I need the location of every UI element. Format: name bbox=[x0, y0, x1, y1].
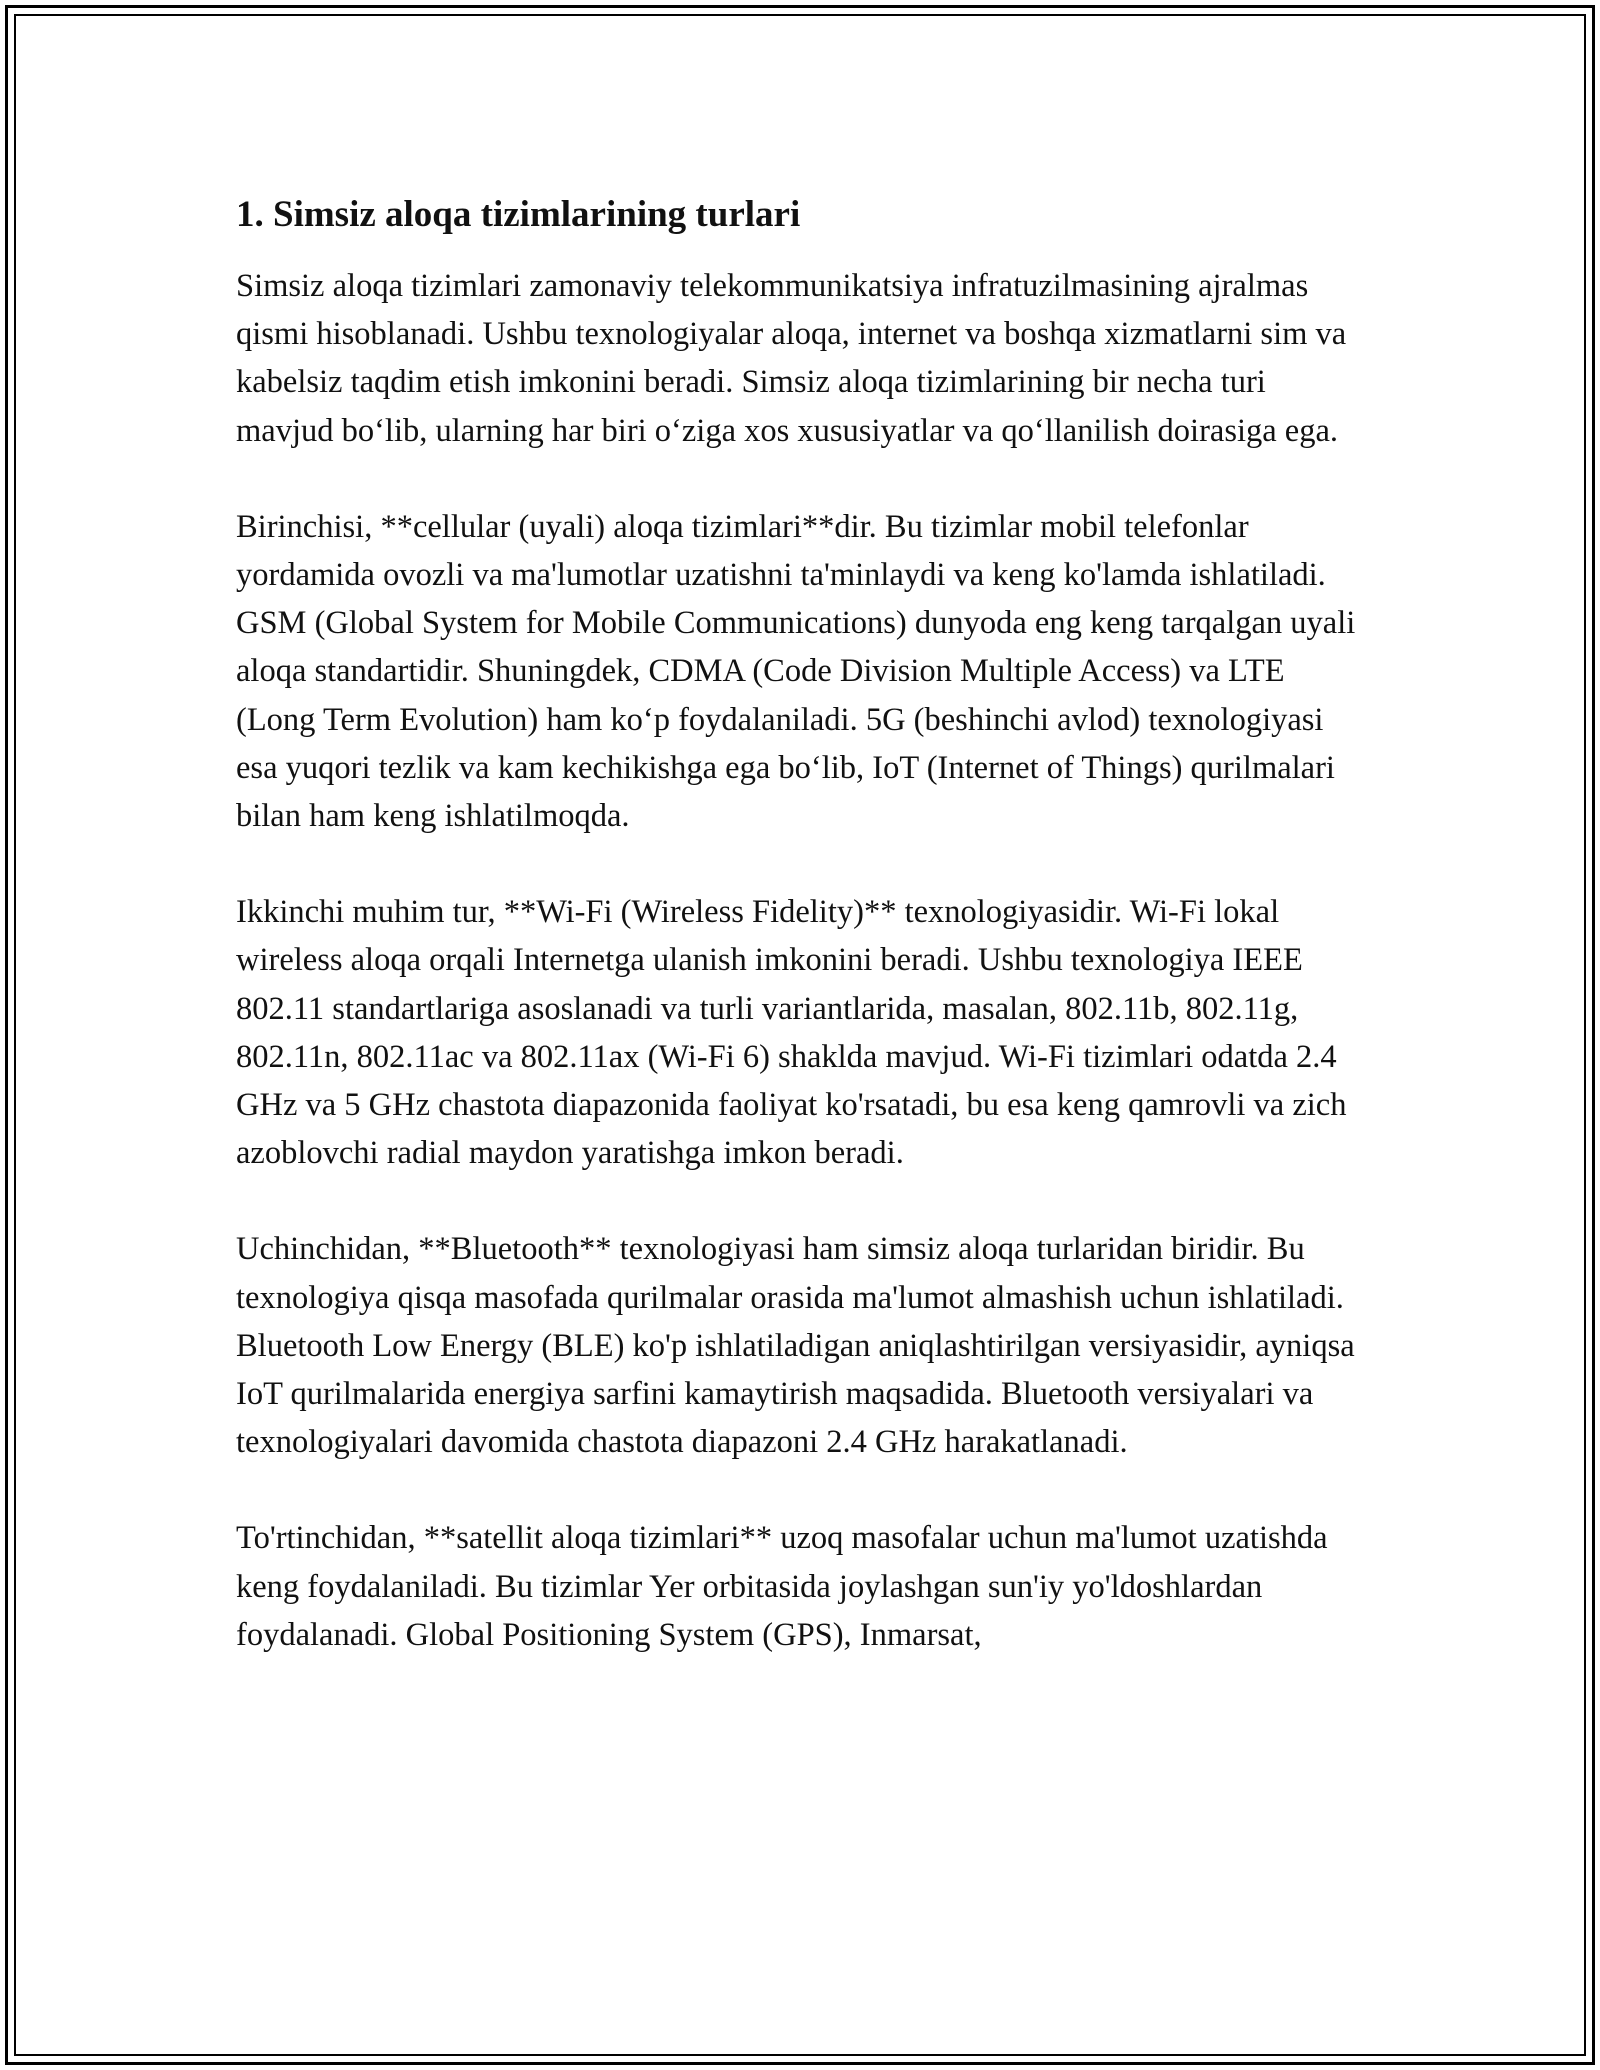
paragraph-cellular: Birinchisi, **cellular (uyali) aloqa tizimlari**dir. Bu tizimlar mobil telefonlar yordamida ovozli va ma'lumotlar uzatishni ta'minlaydi va keng ko'lamda ishlatiladi. GSM (Global System for Mobile Communications) dunyoda eng keng tarqalgan uyali aloqa standartidir. Shuningdek, CDMA (Code Division Multiple Access) va LTE (Long Term Evolution) ham ko‘p foydalaniladi. 5G (beshinchi avlod) texnologiyasi esa yuqori tezlik va kam kechikishga ega bo‘lib, IoT (Internet of Things) qurilmalari bilan ham keng ishlatilmoqda. bbox=[236, 508, 1356, 835]
paragraph-intro: Simsiz aloqa tizimlari zamonaviy telekommunikatsiya infratuzilmasining ajralmas qismi hisoblanadi. Ushbu texnologiyalar aloqa, internet va boshqa xizmatlarni sim va kabelsiz taqdim etish imkonini beradi. Simsiz aloqa tizimlarining bir necha turi mavjud bo‘lib, ularning har biri o‘ziga xos xususiyatlar va qo‘llanilish doirasiga ega. bbox=[236, 268, 1347, 449]
paragraph-bluetooth: Uchinchidan, **Bluetooth** texnologiyasi ham simsiz aloqa turlaridan biridir. Bu texnologiya qisqa masofada qurilmalar orasida ma'lumot almashish uchun ishlatiladi. Bluetooth Low Energy (BLE) ko'p ishlatiladigan aniqlashtirilgan versiyasidir, ayniqsa IoT qurilmalarida energiya sarfini kamaytirish maqsadida. Bluetooth versiyalari va texnologiyalari davomida chastota diapazoni 2.4 GHz harakatlanadi. bbox=[236, 1231, 1355, 1461]
section-heading: 1. Simsiz aloqa tizimlarining turlari bbox=[236, 194, 801, 235]
document-body bbox=[236, 188, 1356, 1707]
paragraph-wifi: Ikkinchi muhim tur, **Wi-Fi (Wireless Fidelity)** texnologiyasidir. Wi-Fi lokal wireless aloqa orqali Internetga ulanish imkonini beradi. Ushbu texnologiya IEEE 802.11 standartlariga asoslanadi va turli variantlarida, masalan, 802.11b, 802.11g, 802.11n, 802.11ac va 802.11ax (Wi-Fi 6) shaklda mavjud. Wi-Fi tizimlari odatda 2.4 GHz va 5 GHz chastota diapazonida faoliyat ko'rsatadi, bu esa keng qamrovli va zich azoblovchi radial maydon yaratishga imkon beradi. bbox=[236, 894, 1347, 1172]
paragraph-satellite: To'rtinchidan, **satellit aloqa tizimlari** uzoq masofalar uchun ma'lumot uzatishda keng foydalaniladi. Bu tizimlar Yer orbitasida joylashgan sun'iy yo'ldoshlardan foydalanadi. Global Positioning System (GPS), Inmarsat, bbox=[236, 1520, 1328, 1653]
